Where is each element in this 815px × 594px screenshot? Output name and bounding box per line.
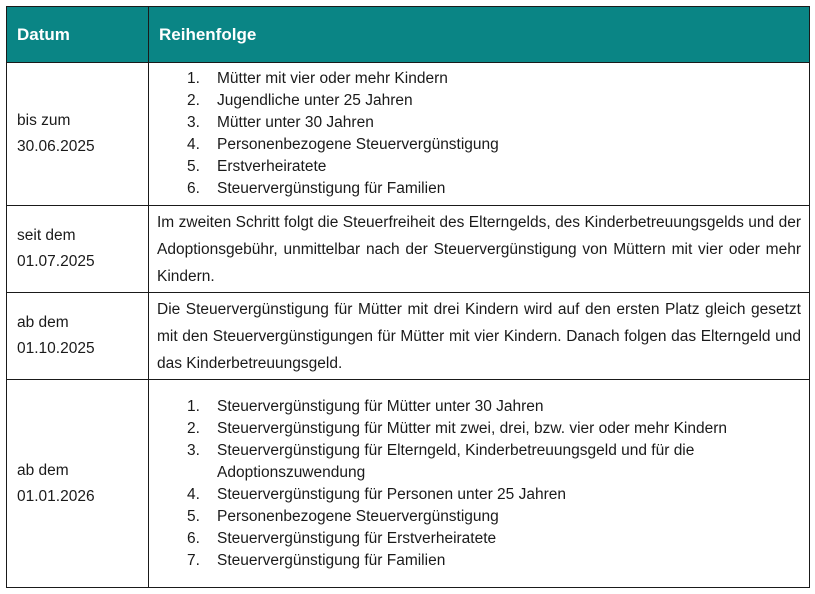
list-number: 3. (187, 441, 200, 459)
schedule-table (6, 6, 810, 588)
list-item (157, 134, 801, 156)
order-text: Im zweiten Schritt folgt die Steuerfreiheit des Elterngelds, des Kinderbetreuungsgelds und der Adoptionsgebühr, unmittelbar nach der Steuervergünstigung von Müttern mit vier oder mehr Kindern. (157, 213, 801, 285)
list-item (157, 528, 801, 550)
list-text: Steuervergünstigung für Mütter unter 30 Jahren (217, 397, 544, 415)
table-header-row (7, 7, 810, 63)
date-line1: seit dem (17, 227, 76, 244)
list-item (157, 418, 801, 440)
list-item (157, 68, 801, 90)
list-number: 4. (187, 485, 200, 503)
list-number: 7. (187, 551, 200, 569)
date-cell (7, 380, 149, 588)
list-item (157, 178, 801, 200)
list-number: 2. (187, 419, 200, 437)
order-cell (149, 293, 810, 380)
list-number: 6. (187, 529, 200, 547)
order-cell (149, 206, 810, 293)
list-text: Personenbezogene Steuervergünstigung (217, 136, 499, 153)
list-text: Steuervergünstigung für Elterngeld, Kinderbetreuungsgeld und für die Adoptionszuwendung (217, 441, 695, 481)
date-line2: 01.07.2025 (17, 253, 95, 270)
date-cell (7, 293, 149, 380)
date-line1: bis zum (17, 112, 71, 129)
order-cell (149, 380, 810, 588)
list-item (157, 90, 801, 112)
table-row (7, 63, 810, 206)
list-text: Steuervergünstigung für Familien (217, 551, 446, 569)
date-line2: 01.10.2025 (17, 340, 95, 357)
list-item (157, 156, 801, 178)
table-row (7, 380, 810, 588)
header-date: Datum (7, 7, 149, 63)
list-text: Steuervergünstigung für Erstverheiratete (217, 529, 497, 547)
list-item (157, 506, 801, 528)
list-number: 3. (187, 114, 200, 131)
header-order: Reihenfolge (149, 7, 810, 63)
date-line1: ab dem (17, 314, 69, 331)
list-text: Erstverheiratete (217, 158, 327, 175)
list-item (157, 484, 801, 506)
date-cell (7, 206, 149, 293)
list-text: Steuervergünstigung für Personen unter 25 Jahren (217, 485, 566, 503)
order-list (157, 396, 801, 572)
list-number: 6. (187, 180, 200, 197)
list-item (157, 112, 801, 134)
list-text: Mütter mit vier oder mehr Kindern (217, 70, 448, 87)
list-text: Steuervergünstigung für Familien (217, 180, 446, 197)
list-number: 2. (187, 92, 200, 109)
date-cell (7, 63, 149, 206)
list-number: 1. (187, 397, 200, 415)
list-number: 1. (187, 70, 200, 87)
list-text: Mütter unter 30 Jahren (217, 114, 374, 131)
date-line2: 01.01.2026 (17, 487, 95, 505)
list-number: 5. (187, 507, 200, 525)
list-number: 5. (187, 158, 200, 175)
order-list (157, 68, 801, 200)
date-line2: 30.06.2025 (17, 138, 95, 155)
list-item (157, 550, 801, 572)
list-text: Steuervergünstigung für Mütter mit zwei, drei, bzw. vier oder mehr Kindern (217, 419, 728, 437)
table-row (7, 206, 810, 293)
schedule-table-container (6, 6, 809, 588)
order-cell (149, 63, 810, 206)
list-number: 4. (187, 136, 200, 153)
list-item (157, 440, 801, 484)
order-text: Die Steuervergünstigung für Mütter mit drei Kindern wird auf den ersten Platz gleich gesetzt mit den Steuervergünstigungen für Mütter mit vier Kindern. Danach folgen das Elterngeld und das Kinderbetreuungsgeld. (157, 300, 801, 372)
list-text: Personenbezogene Steuervergünstigung (217, 507, 499, 525)
list-text: Jugendliche unter 25 Jahren (217, 92, 413, 109)
date-line1: ab dem (17, 461, 69, 479)
table-row (7, 293, 810, 380)
list-item (157, 396, 801, 418)
